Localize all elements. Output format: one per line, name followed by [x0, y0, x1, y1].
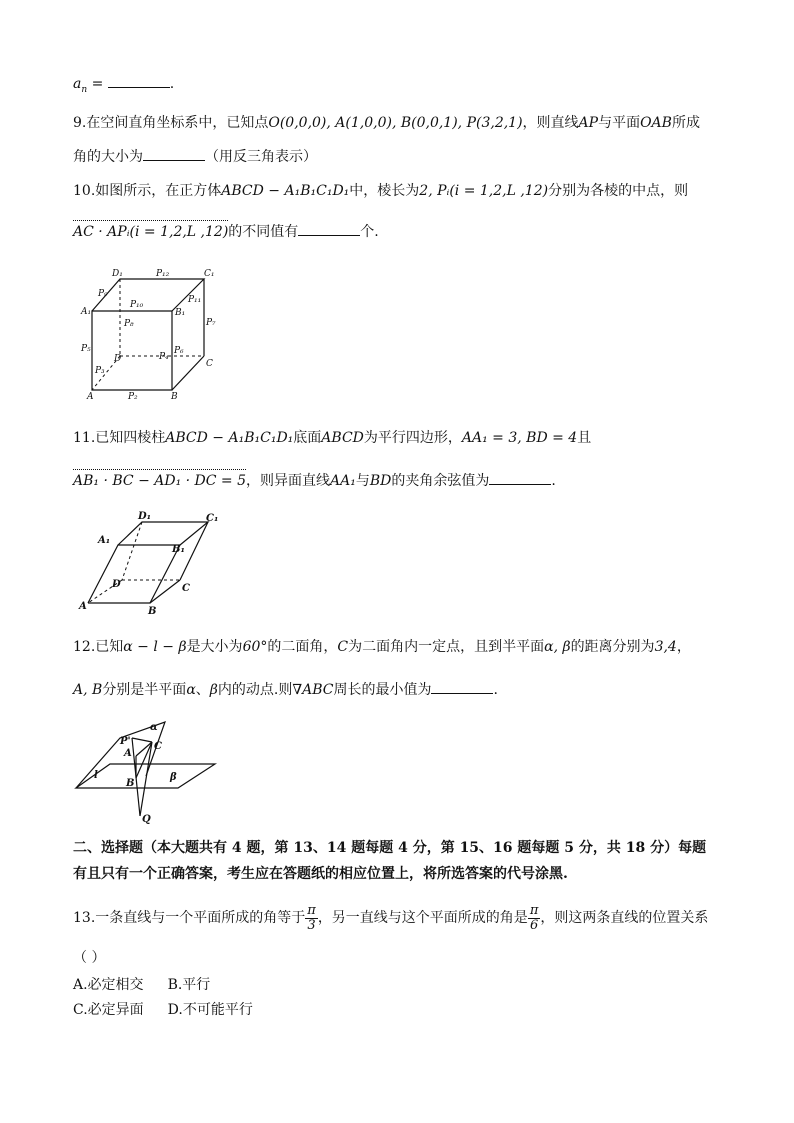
- q8-eq: =: [87, 76, 108, 92]
- figure-parallelepiped: [76, 508, 226, 618]
- q10-mid: 中，棱长为: [349, 183, 420, 199]
- q9-pre: 9.在空间直角坐标系中，已知点: [73, 115, 269, 131]
- figure-dihedral: [70, 716, 220, 826]
- fig10-label: D: [114, 354, 122, 364]
- q10-edge: 2, Pᵢ(i = 1,2,L ,12): [419, 183, 549, 199]
- q12-alpha: α: [186, 682, 196, 698]
- q13-frac2-den: 6: [529, 917, 539, 933]
- segment-cq: [140, 742, 152, 816]
- q12-mid: 是大小为: [186, 639, 243, 655]
- q13-frac1-den: 3: [307, 917, 316, 933]
- section2-heading-line1: 二、选择题（本大题共有 4 题，第 13、14 题每题 4 分，第 15、16 题每题 5 分，共 18 分）每题: [73, 840, 707, 856]
- fig10-label: P₇: [206, 318, 216, 328]
- q13-option-a[interactable]: A.必定相交: [73, 977, 144, 993]
- q12-beta: β: [209, 682, 218, 698]
- prism-top: [118, 522, 208, 545]
- fig10-label: P₄: [159, 352, 169, 362]
- q12-c: C: [337, 639, 349, 655]
- q12-line2-mid: 分别是半平面: [102, 682, 187, 698]
- q13-options-row2: [73, 1000, 253, 1020]
- q8-end: .: [169, 76, 175, 92]
- q13-option-b[interactable]: B.平行: [167, 977, 211, 993]
- section2-heading-line2: 有且只有一个正确答案，考生应在答题纸的相应位置上，将所选答案的代号涂黑.: [73, 866, 568, 882]
- q9-points: O(0,0,0), A(1,0,0), B(0,0,1), P(3,2,1): [268, 115, 523, 131]
- fig12-label: P': [120, 736, 131, 747]
- q10-line2-mid: 的不同值有: [228, 224, 299, 240]
- q12-mid4: 的距离分别为: [570, 639, 655, 655]
- fig10-label: P₆: [174, 346, 184, 356]
- q10-expr: AC · APᵢ(i = 1,2,L ,12): [73, 224, 229, 240]
- q11-l2: BD: [369, 473, 392, 489]
- q10-blank[interactable]: [298, 221, 360, 236]
- prism-front: [88, 545, 180, 603]
- q9-mid2: 与平面: [598, 115, 641, 131]
- fig11-label: B: [148, 606, 157, 617]
- q12-line2-end: 周长的最小值为: [333, 682, 432, 698]
- q12-mid2: 的二面角，: [267, 639, 338, 655]
- fig11-label: D: [112, 579, 121, 590]
- q13-end: ，则这两条直线的位置关系: [540, 910, 709, 926]
- figure-cube: [78, 266, 218, 406]
- fig10-label: C: [206, 359, 213, 369]
- q11-base: ABCD: [321, 430, 364, 446]
- fig12-label: A: [124, 748, 132, 759]
- q13-paren: （ ）: [73, 950, 106, 966]
- fig11-label: C₁: [206, 513, 219, 524]
- fig10-label: A: [87, 392, 94, 402]
- q11-line2-mid: ，则异面直线: [246, 473, 331, 489]
- q9-blank[interactable]: [143, 146, 205, 161]
- q10-line1: [73, 181, 688, 201]
- q12-mid3: 为二面角内一定点，且到半平面: [348, 639, 545, 655]
- q13-option-c[interactable]: C.必定异面: [73, 1002, 144, 1018]
- q12-planes: α, β: [544, 639, 571, 655]
- q8-blank[interactable]: [108, 73, 170, 88]
- fig12-label: l: [94, 770, 98, 781]
- q12-dihedral: α − l − β: [123, 639, 187, 655]
- fig10-label: P₂: [128, 392, 138, 402]
- q13-mid: ，另一直线与这个平面所成的角是: [317, 910, 528, 926]
- q9-line2-end: （用反三角表示）: [205, 149, 317, 165]
- q9-line1: [73, 113, 700, 133]
- fig12-label: Q: [142, 814, 151, 825]
- q13-option-d[interactable]: D.不可能平行: [167, 1002, 253, 1018]
- q11-mid2: 为平行四边形，: [363, 430, 462, 446]
- q9-line-name: AP: [578, 115, 599, 131]
- fig10-label: P₁₁: [188, 295, 202, 305]
- q11-pre: 11.已知四棱柱: [73, 430, 166, 446]
- q13-frac2-num: π: [529, 902, 539, 918]
- fig11-label: C: [182, 583, 190, 594]
- fig10-label: P₁₀: [130, 300, 144, 310]
- q10-cube: ABCD − A₁B₁C₁D₁: [221, 183, 350, 199]
- fig10-label: D₁: [112, 269, 123, 279]
- q12-end: ，: [676, 639, 691, 655]
- q11-line1: [73, 428, 591, 448]
- q11-prism: ABCD − A₁B₁C₁D₁: [165, 430, 294, 446]
- prism-bottom-right: [150, 580, 180, 603]
- q8-sub: n: [81, 84, 88, 95]
- q10-line2-end: 个.: [360, 224, 379, 240]
- fig12-label: C: [154, 741, 162, 752]
- fig10-label: P₃: [95, 366, 105, 376]
- q12-pre: 12.已知: [73, 639, 124, 655]
- q12-end2: .: [493, 682, 498, 698]
- q11-blank[interactable]: [489, 470, 551, 485]
- q12-line1: [73, 637, 691, 657]
- q13-frac2: [528, 904, 541, 933]
- q9-line2-pre: 角的大小为: [73, 149, 143, 165]
- q9-line2: [73, 146, 317, 167]
- q12-angle: 60°: [242, 639, 268, 655]
- fig11-label: B₁: [172, 544, 185, 555]
- q11-cond: AA₁ = 3, BD = 4: [461, 430, 578, 446]
- q10-line2: [73, 221, 379, 242]
- q12-sep: 、: [195, 682, 210, 698]
- fig11-label: A₁: [98, 535, 111, 546]
- q9-plane-name: OAB: [640, 115, 672, 131]
- q13-frac1: [305, 904, 318, 933]
- fig11-label: A: [79, 601, 87, 612]
- q11-end2: .: [551, 473, 556, 489]
- q11-l1: AA₁: [330, 473, 356, 489]
- fig10-label: B₁: [175, 308, 186, 318]
- q12-line2-mid2: 内的动点.则: [217, 682, 293, 698]
- fig10-label: B: [171, 392, 178, 402]
- q10-pre: 10.如图所示，在正方体: [73, 183, 222, 199]
- q11-line2-end: 的夹角余弦值为: [391, 473, 490, 489]
- q11-mid: 底面: [293, 430, 322, 446]
- q11-expr: AB₁ · BC − AD₁ · DC = 5: [73, 473, 247, 489]
- fig10-label: P₈: [124, 319, 134, 329]
- q13-pre: 13.一条直线与一个平面所成的角等于: [73, 910, 306, 926]
- fig10-label: P₅: [81, 344, 91, 354]
- q9-mid: ，则直线: [522, 115, 579, 131]
- fig10-label: P₉: [98, 289, 108, 299]
- fig10-label: P₁₂: [156, 269, 170, 279]
- q12-dists: 3,4: [654, 639, 677, 655]
- q13-line1: [73, 903, 708, 933]
- q8-lhs: a: [73, 76, 82, 92]
- q13-frac1-num: π: [307, 902, 316, 918]
- q8-answer-line: [73, 73, 174, 100]
- fig12-label: β: [170, 772, 177, 783]
- q12-tri: ∇ABC: [292, 682, 334, 698]
- fig11-label: D₁: [138, 511, 152, 522]
- q9-end: 所成: [671, 115, 700, 131]
- q11-line2: [73, 470, 556, 491]
- q12-line2: [73, 679, 498, 700]
- q13-options-row1: [73, 975, 210, 995]
- q10-end: 分别为各棱的中点，则: [548, 183, 689, 199]
- segment-pc: [132, 738, 152, 742]
- cube-right-bottom-edge: [172, 356, 204, 390]
- q12-blank[interactable]: [431, 679, 493, 694]
- prism-hidden-vert: [122, 522, 142, 580]
- fig12-label: α: [150, 722, 158, 733]
- q11-end: 且: [577, 430, 592, 446]
- q11-and: 与: [355, 473, 370, 489]
- q12-pts: A, B: [73, 682, 103, 698]
- fig10-label: C₁: [204, 269, 215, 279]
- fig12-label: B: [126, 778, 135, 789]
- fig10-label: A₁: [81, 307, 92, 317]
